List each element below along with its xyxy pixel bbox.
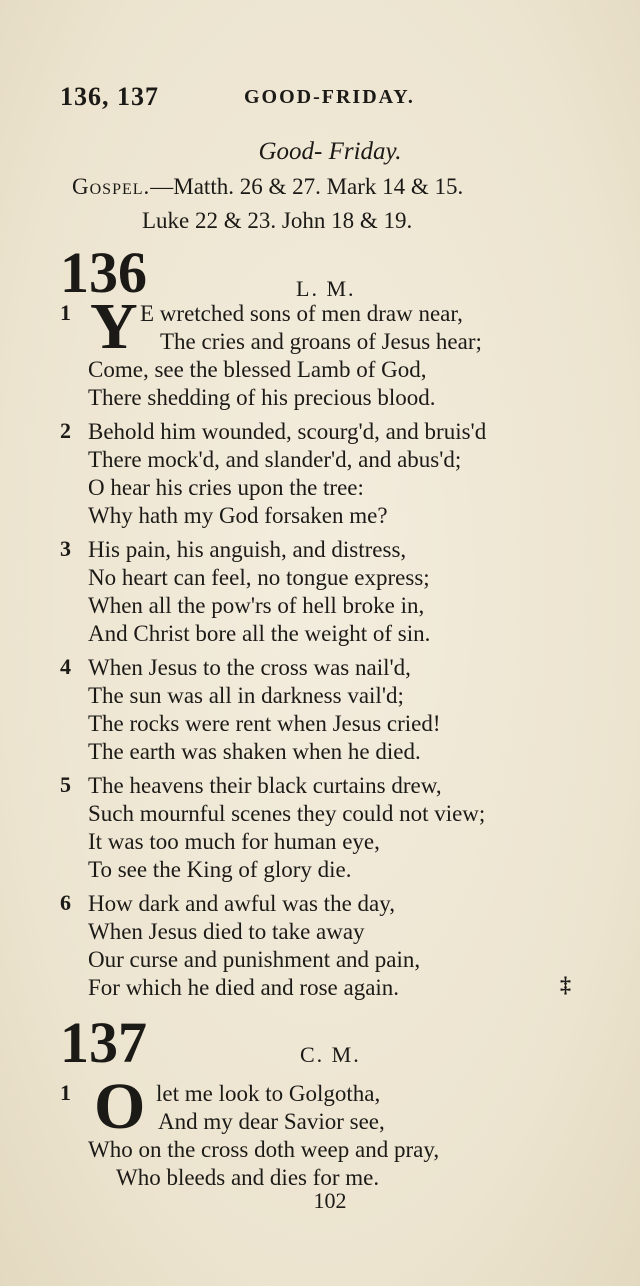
hymn-number: 137 xyxy=(60,1010,147,1075)
gospel-readings-line-1 xyxy=(72,174,612,200)
stanza-number: 4 xyxy=(60,654,71,679)
verse-line: His pain, his anguish, and distress, xyxy=(88,537,407,562)
stanza-number: 2 xyxy=(60,418,71,443)
verse-line: The rocks were rent when Jesus cried! xyxy=(88,711,441,736)
occasion-title: Good- Friday. xyxy=(258,138,402,165)
verse-line: Who bleeds and dies for me. xyxy=(116,1165,380,1190)
verse-line: Behold him wounded, scourg'd, and bruis'd xyxy=(88,419,487,444)
hymn-number: 136 xyxy=(60,240,147,305)
verse-line: Our curse and punishment and pain, xyxy=(88,947,421,972)
verse-line: Why hath my God forsaken me? xyxy=(88,503,388,528)
stanza-number: 1 xyxy=(60,300,71,325)
gospel-readings-line-2: Luke 22 & 23. John 18 & 19. xyxy=(142,208,413,233)
verse-line: The cries and groans of Jesus hear; xyxy=(160,329,482,354)
verse-line: No heart can feel, no tongue express; xyxy=(88,565,430,590)
verse-line: Come, see the blessed Lamb of God, xyxy=(88,357,427,382)
gospel-label: Gospel. xyxy=(72,174,151,199)
verse-line: E wretched sons of men draw near, xyxy=(140,301,463,326)
hymn-meter: L. M. xyxy=(296,276,356,301)
stanza-number: 1 xyxy=(60,1080,71,1105)
stanza-number: 6 xyxy=(60,890,71,915)
verse-line: When Jesus to the cross was nail'd, xyxy=(88,655,411,680)
verse-line: The earth was shaken when he died. xyxy=(88,739,421,764)
page-number: 102 xyxy=(313,1188,347,1213)
verse-line: Who on the cross doth weep and pray, xyxy=(88,1137,440,1162)
verse-line: And my dear Savior see, xyxy=(158,1109,385,1134)
hymn-meter: C. M. xyxy=(300,1042,361,1067)
gospel-readings-rest: —Matth. 26 & 27. Mark 14 & 15. xyxy=(150,174,464,199)
verse-line: It was too much for human eye, xyxy=(88,829,380,854)
drop-cap: O xyxy=(94,1070,146,1143)
verse-line: To see the King of glory die. xyxy=(88,857,352,882)
verse-line: When all the pow'rs of hell broke in, xyxy=(88,593,425,618)
verse-line: There shedding of his precious blood. xyxy=(88,385,436,410)
stanza-number: 5 xyxy=(60,772,71,797)
stanza-number: 3 xyxy=(60,536,71,561)
section-mark: ‡ xyxy=(560,972,571,997)
verse-line: How dark and awful was the day, xyxy=(88,891,395,916)
verse-line: O hear his cries upon the tree: xyxy=(88,475,364,500)
verse-line: The heavens their black curtains drew, xyxy=(88,773,442,798)
running-header xyxy=(60,82,620,116)
drop-cap: Y xyxy=(90,290,138,363)
verse-line: And Christ bore all the weight of sin. xyxy=(88,621,431,646)
verse-line: Such mournful scenes they could not view; xyxy=(88,801,486,826)
header-running-title: GOOD-FRIDAY. xyxy=(244,86,415,108)
header-hymn-numbers: 136, 137 xyxy=(60,82,159,111)
verse-line: When Jesus died to take away xyxy=(88,919,365,944)
verse-line: The sun was all in darkness vail'd; xyxy=(88,683,404,708)
verse-line: There mock'd, and slander'd, and abus'd; xyxy=(88,447,462,472)
verse-line: let me look to Golgotha, xyxy=(156,1081,381,1106)
verse-line: For which he died and rose again. xyxy=(88,975,400,1000)
